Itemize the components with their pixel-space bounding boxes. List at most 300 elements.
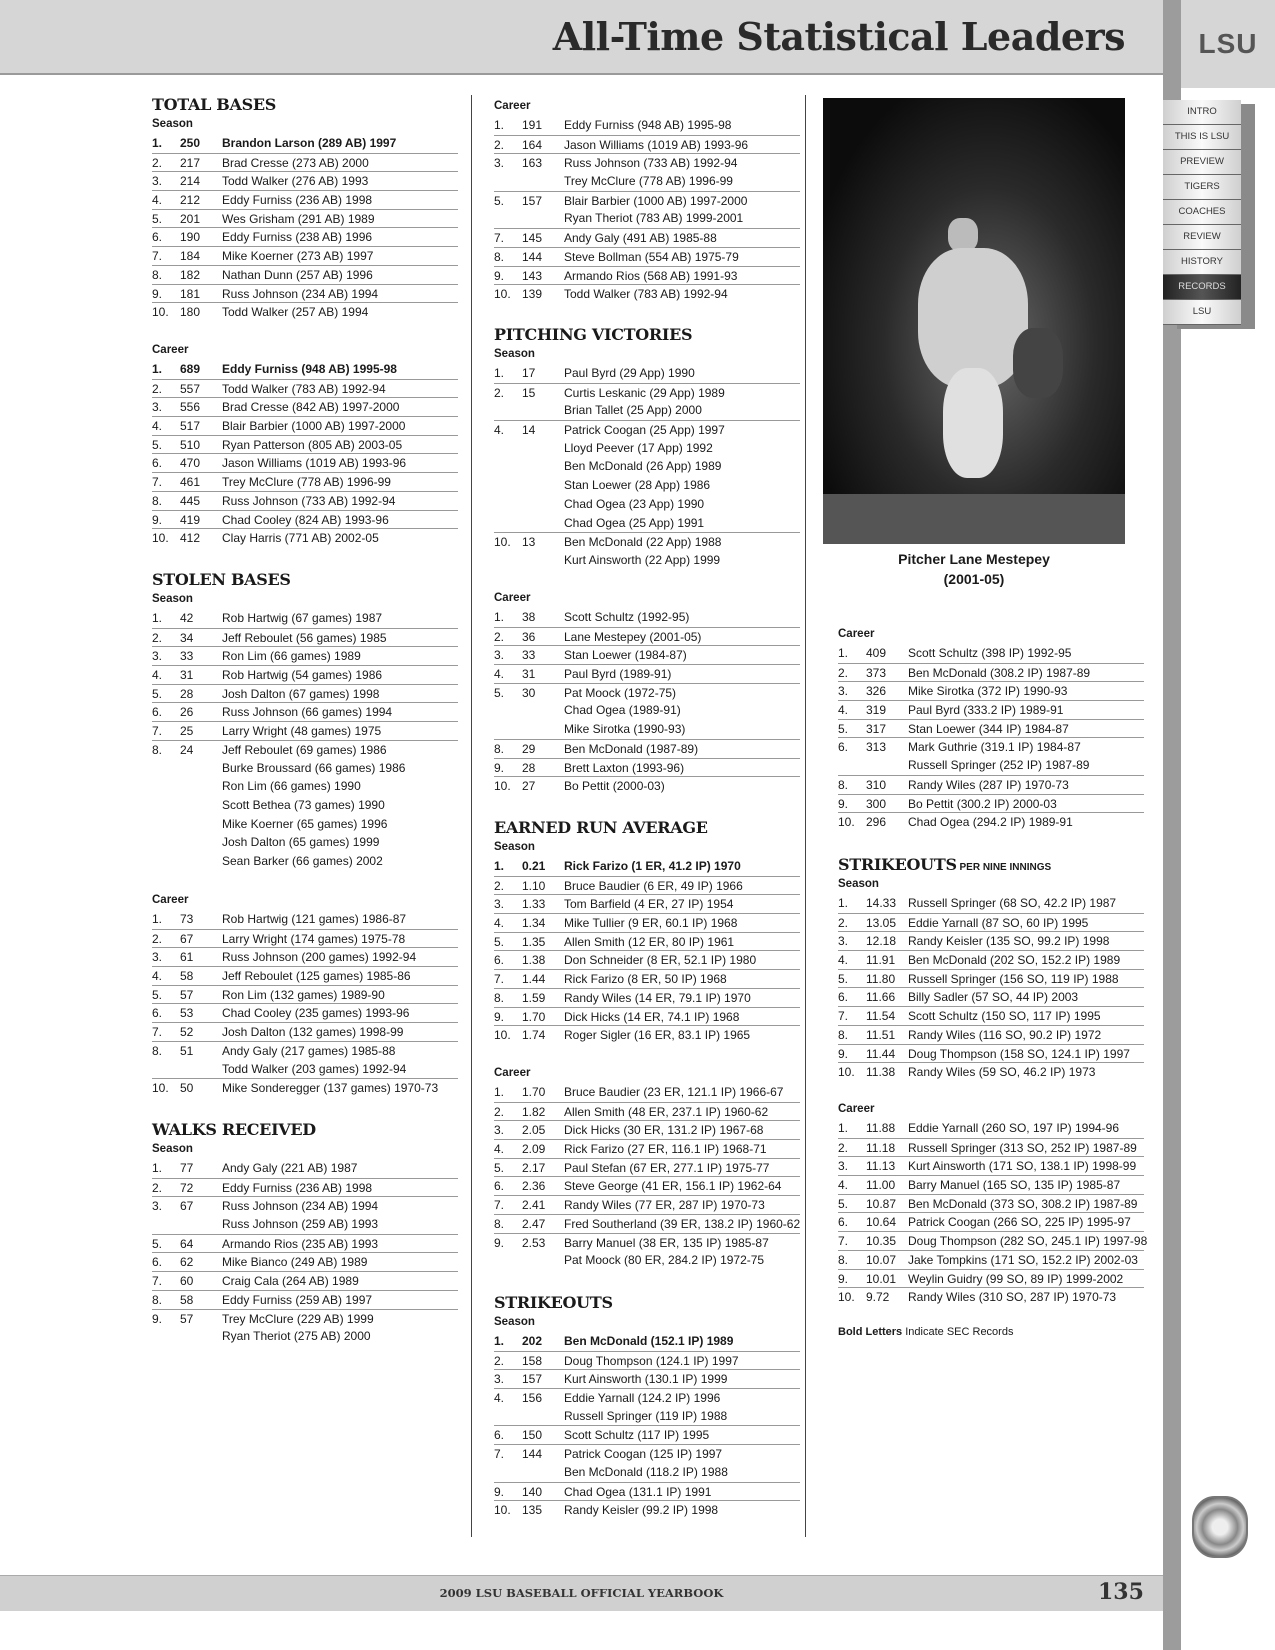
row-value: 13.05 <box>866 915 897 930</box>
section-heading-suffix: PER NINE INNINGS <box>956 862 1052 873</box>
row-value: 202 <box>522 1334 543 1348</box>
table-row <box>838 1250 1144 1269</box>
footer-title: 2009 LSU BASEBALL OFFICIAL YEARBOOK <box>439 1586 724 1600</box>
row-value: 11.51 <box>866 1027 896 1042</box>
table-row <box>494 645 800 664</box>
table-row <box>838 1044 1144 1063</box>
row-player: Rob Hartwig (67 games) 1987 <box>222 611 383 625</box>
row-rank: 2. <box>494 1353 505 1368</box>
section-heading-text: WALKS RECEIVED <box>152 1120 316 1139</box>
table-row <box>152 777 458 796</box>
nav-item-review[interactable]: REVIEW <box>1163 225 1241 250</box>
row-value: 25 <box>180 724 194 739</box>
row-value: 73 <box>180 912 194 926</box>
row-rank: 7. <box>838 1009 849 1024</box>
row-value: 317 <box>866 721 887 736</box>
subsection-label: Career <box>494 592 531 604</box>
table-row <box>152 1290 458 1309</box>
row-rank: 1. <box>494 859 505 873</box>
table-row <box>152 190 458 209</box>
row-player: Bo Pettit (2000-03) <box>564 779 665 794</box>
row-player: Russ Johnson (259 AB) 1993 <box>222 1217 379 1232</box>
section-heading-text: STOLEN BASES <box>152 570 291 589</box>
row-rank: 1. <box>838 896 849 910</box>
row-value: 156 <box>522 1391 543 1406</box>
row-player: Chad Ogea (131.1 IP) 1991 <box>564 1484 712 1499</box>
table-row <box>152 852 458 871</box>
row-player: Ron Lim (132 games) 1989-90 <box>222 987 385 1002</box>
table-row <box>838 1269 1144 1288</box>
table-row <box>152 815 458 834</box>
section-heading <box>152 95 458 115</box>
row-value: 157 <box>522 193 543 208</box>
nav-item-coaches[interactable]: COACHES <box>1163 200 1241 225</box>
row-value: 2.17 <box>522 1160 546 1175</box>
table-row <box>838 1119 1144 1138</box>
table-row <box>152 397 458 416</box>
row-player: Roger Sigler (16 ER, 83.1 IP) 1965 <box>564 1028 751 1043</box>
row-player: Rob Hartwig (121 games) 1986-87 <box>222 912 407 926</box>
table-row <box>152 302 458 321</box>
table-row <box>494 876 800 895</box>
row-value: 10.35 <box>866 1234 897 1249</box>
row-value: 470 <box>180 456 201 471</box>
row-rank: 6. <box>494 1179 505 1194</box>
row-value: 15 <box>522 385 536 400</box>
row-player: Jason Williams (1019 AB) 1993-96 <box>564 137 749 152</box>
row-rank: 2. <box>838 1140 849 1155</box>
row-rank: 3. <box>152 400 163 415</box>
row-rank: 2. <box>494 385 505 400</box>
caption-line: Pitcher Lane Mestepey <box>898 551 1050 567</box>
row-rank: 8. <box>494 741 505 756</box>
table-row <box>152 985 458 1004</box>
row-rank: 5. <box>838 971 849 986</box>
table-row <box>494 495 800 514</box>
row-player: Chad Ogea (294.2 IP) 1989-91 <box>908 815 1073 830</box>
stat-block <box>494 818 800 1044</box>
table-row <box>494 1176 800 1195</box>
row-value: 2.47 <box>522 1216 546 1231</box>
row-player: Mike Sonderegger (137 games) 1970-73 <box>222 1081 439 1096</box>
row-rank: 4. <box>494 916 505 931</box>
table-row <box>152 1271 458 1290</box>
row-player: Pat Moock (80 ER, 284.2 IP) 1972-75 <box>564 1253 765 1268</box>
row-player: Ryan Theriot (275 AB) 2000 <box>222 1329 371 1344</box>
row-value: 11.13 <box>866 1159 896 1174</box>
nav-item-this-is-lsu[interactable]: THIS IS LSU <box>1163 125 1241 150</box>
row-player: Russell Springer (119 IP) 1988 <box>564 1408 728 1423</box>
lsu-logo: LSU <box>1198 28 1258 59</box>
row-player: Barry Manuel (38 ER, 135 IP) 1985-87 <box>564 1235 769 1250</box>
nav-item-tigers[interactable]: TIGERS <box>1163 175 1241 200</box>
row-player: Ben McDonald (118.2 IP) 1988 <box>564 1464 728 1479</box>
row-player: Brett Laxton (1993-96) <box>564 760 685 775</box>
row-player: Chad Cooley (824 AB) 1993-96 <box>222 512 389 527</box>
table-row <box>494 247 800 266</box>
table-row <box>152 134 458 153</box>
row-value: 1.74 <box>522 1028 546 1043</box>
row-player: Russell Springer (68 SO, 42.2 IP) 1987 <box>908 896 1117 910</box>
table-row <box>494 683 800 702</box>
table-row <box>494 1332 800 1351</box>
table-row <box>494 191 800 210</box>
row-value: 1.70 <box>522 1009 546 1024</box>
row-rank: 7. <box>152 724 163 739</box>
table-row <box>838 1062 1144 1081</box>
row-rank: 7. <box>494 231 505 246</box>
row-player: Ben McDonald (26 App) 1989 <box>564 459 722 474</box>
row-player: Paul Stefan (67 ER, 277.1 IP) 1975-77 <box>564 1160 770 1175</box>
row-value: 13 <box>522 535 536 550</box>
table-row <box>494 457 800 476</box>
row-player: Patrick Coogan (125 IP) 1997 <box>564 1447 723 1462</box>
row-rank: 8. <box>494 249 505 264</box>
row-rank: 10. <box>494 535 511 550</box>
row-rank: 6. <box>152 456 163 471</box>
table-row <box>152 1309 458 1328</box>
stat-block <box>838 855 1144 1081</box>
subsection-label: Career <box>152 894 189 906</box>
table-row <box>494 1083 800 1102</box>
row-value: 461 <box>180 475 201 490</box>
row-rank: 7. <box>152 249 163 264</box>
table-row <box>494 209 800 228</box>
note-text: Indicate SEC Records <box>902 1326 1014 1338</box>
row-player: Doug Thompson (158 SO, 124.1 IP) 1997 <box>908 1046 1130 1061</box>
table-row <box>494 551 800 570</box>
row-player: Andy Galy (217 games) 1985-88 <box>222 1043 396 1058</box>
row-player: Clay Harris (771 AB) 2002-05 <box>222 531 379 546</box>
row-rank: 5. <box>494 685 505 700</box>
row-rank: 4. <box>494 1391 505 1406</box>
stat-block <box>494 1064 800 1270</box>
table-row <box>494 608 800 627</box>
row-rank: 8. <box>494 990 505 1005</box>
nav-item-history[interactable]: HISTORY <box>1163 250 1241 275</box>
table-row <box>152 528 458 547</box>
row-rank: 2. <box>152 155 163 170</box>
row-player: Mike Sirotka (1990-93) <box>564 722 686 737</box>
row-value: 214 <box>180 174 201 189</box>
row-value: 2.41 <box>522 1198 546 1213</box>
table-row <box>152 453 458 472</box>
row-rank: 9. <box>152 286 163 301</box>
table-row <box>494 401 800 420</box>
row-player: Don Schneider (8 ER, 52.1 IP) 1980 <box>564 953 757 968</box>
row-rank: 1. <box>152 136 163 150</box>
row-player: Wes Grisham (291 AB) 1989 <box>222 211 375 226</box>
row-rank: 6. <box>838 1215 849 1230</box>
table-row <box>494 420 800 439</box>
subsection-label: Season <box>494 841 535 853</box>
table-row <box>494 532 800 551</box>
row-rank: 1. <box>494 118 505 132</box>
row-rank: 5. <box>152 211 163 226</box>
row-rank: 7. <box>152 1274 163 1289</box>
row-player: Bruce Baudier (6 ER, 49 IP) 1966 <box>564 878 743 893</box>
row-player: Russell Springer (252 IP) 1987-89 <box>908 758 1090 773</box>
row-player: Rob Hartwig (54 games) 1986 <box>222 668 383 683</box>
row-rank: 9. <box>494 1235 505 1250</box>
subsection-label: Season <box>152 118 193 130</box>
row-value: 180 <box>180 305 201 320</box>
row-value: 11.91 <box>866 953 896 968</box>
row-player: Russ Johnson (200 games) 1992-94 <box>222 950 417 965</box>
stat-block <box>838 1100 1148 1306</box>
row-value: 1.82 <box>522 1104 546 1119</box>
table-row <box>152 796 458 815</box>
row-player: Allen Smith (12 ER, 80 IP) 1961 <box>564 934 735 949</box>
row-value: 14.33 <box>866 896 897 910</box>
page-number: 135 <box>1098 1579 1144 1605</box>
row-player: Josh Dalton (65 games) 1999 <box>222 835 380 850</box>
row-player: Ben McDonald (22 App) 1988 <box>564 535 722 550</box>
row-rank: 2. <box>494 1104 505 1119</box>
section-heading <box>838 855 1144 875</box>
row-value: 296 <box>866 815 887 830</box>
row-player: Sean Barker (66 games) 2002 <box>222 853 383 868</box>
table-row <box>152 1196 458 1215</box>
table-row <box>494 1025 800 1044</box>
stat-block <box>838 625 1144 831</box>
row-value: 2.53 <box>522 1235 546 1250</box>
row-player: Steve George (41 ER, 156.1 IP) 1962-64 <box>564 1179 782 1194</box>
table-row <box>494 1139 800 1158</box>
row-value: 2.36 <box>522 1179 546 1194</box>
table-row <box>494 172 800 191</box>
subsection-label: Career <box>494 1067 531 1079</box>
table-row <box>152 929 458 948</box>
row-player: Stan Loewer (1984-87) <box>564 648 687 663</box>
table-row <box>152 1022 458 1041</box>
row-player: Trey McClure (229 AB) 1999 <box>222 1311 374 1326</box>
row-value: 11.00 <box>866 1178 896 1193</box>
table-row <box>838 1194 1144 1213</box>
row-rank: 5. <box>494 934 505 949</box>
row-rank: 7. <box>494 972 505 987</box>
row-value: 28 <box>180 686 194 701</box>
row-rank: 3. <box>494 648 505 663</box>
table-row <box>494 894 800 913</box>
table-row <box>152 1078 458 1097</box>
row-value: 9.72 <box>866 1290 890 1305</box>
row-player: Larry Wright (48 games) 1975 <box>222 724 382 739</box>
row-player: Randy Keisler (99.2 IP) 1998 <box>564 1503 719 1518</box>
nav-item-intro[interactable]: INTRO <box>1163 100 1241 125</box>
row-rank: 1. <box>152 912 163 926</box>
section-heading <box>494 818 800 838</box>
row-player: Armando Rios (568 AB) 1991-93 <box>564 268 738 283</box>
table-row <box>838 1156 1144 1175</box>
row-value: 1.33 <box>522 897 546 912</box>
row-rank: 1. <box>494 1085 505 1099</box>
row-rank: 3. <box>494 1372 505 1387</box>
row-rank: 4. <box>152 668 163 683</box>
row-rank: 8. <box>838 777 849 792</box>
subsection-label: Career <box>838 628 875 640</box>
table-row <box>152 1234 458 1253</box>
table-row <box>494 1407 800 1426</box>
page-header <box>0 0 1163 75</box>
page-footer <box>0 1575 1163 1611</box>
row-value: 10.07 <box>866 1252 897 1267</box>
row-value: 319 <box>866 703 887 718</box>
row-rank: 1. <box>152 1161 163 1175</box>
row-value: 300 <box>866 796 887 811</box>
championship-ring-icon <box>1192 1496 1248 1558</box>
row-player: Eddy Furniss (236 AB) 1998 <box>222 1180 373 1195</box>
table-row <box>152 153 458 172</box>
row-player: Scott Schultz (117 IP) 1995 <box>564 1428 710 1443</box>
row-player: Todd Walker (203 games) 1992-94 <box>222 1061 407 1076</box>
row-rank: 6. <box>838 990 849 1005</box>
row-player: Steve Bollman (554 AB) 1975-79 <box>564 249 739 264</box>
stat-block <box>152 891 458 1097</box>
row-player: Craig Cala (264 AB) 1989 <box>222 1274 359 1289</box>
nav-item-records[interactable]: RECORDS <box>1163 275 1241 300</box>
row-value: 11.66 <box>866 990 896 1005</box>
row-player: Brandon Larson (289 AB) 1997 <box>222 136 397 150</box>
table-row <box>494 1120 800 1139</box>
row-player: Kurt Ainsworth (22 App) 1999 <box>564 552 721 567</box>
row-rank: 2. <box>838 665 849 680</box>
row-player: Billy Sadler (57 SO, 44 IP) 2003 <box>908 990 1079 1005</box>
row-rank: 10. <box>494 1028 511 1043</box>
row-player: Russ Johnson (733 AB) 1992-94 <box>222 493 396 508</box>
row-player: Randy Wiles (59 SO, 46.2 IP) 1973 <box>908 1065 1096 1080</box>
subsection-label: Season <box>838 878 879 890</box>
column-divider <box>805 95 806 1537</box>
table-row <box>494 720 800 739</box>
row-rank: 3. <box>152 950 163 965</box>
row-value: 29 <box>522 741 536 756</box>
table-row <box>494 1195 800 1214</box>
row-player: Kurt Ainsworth (130.1 IP) 1999 <box>564 1372 728 1387</box>
row-rank: 3. <box>838 684 849 699</box>
row-rank: 4. <box>152 969 163 984</box>
row-player: Scott Schultz (150 SO, 117 IP) 1995 <box>908 1009 1101 1024</box>
table-row <box>838 737 1144 756</box>
row-player: Russ Johnson (234 AB) 1994 <box>222 286 379 301</box>
table-row <box>152 1159 458 1178</box>
row-rank: 4. <box>838 703 849 718</box>
row-player: Trey McClure (778 AB) 1996-99 <box>222 475 391 490</box>
table-row <box>838 812 1144 831</box>
row-player: Josh Dalton (132 games) 1998-99 <box>222 1025 404 1040</box>
row-value: 42 <box>180 611 194 625</box>
row-player: Chad Cooley (235 games) 1993-96 <box>222 1006 410 1021</box>
table-row <box>152 246 458 265</box>
table-row <box>152 435 458 454</box>
row-player: Paul Byrd (29 App) 1990 <box>564 366 695 380</box>
stat-block <box>494 1293 800 1519</box>
table-row <box>494 1214 800 1233</box>
nav-item-lsu[interactable]: LSU <box>1163 300 1241 325</box>
row-value: 445 <box>180 493 201 508</box>
row-rank: 9. <box>838 796 849 811</box>
row-value: 1.38 <box>522 953 546 968</box>
row-rank: 9. <box>494 1484 505 1499</box>
table-row <box>152 1003 458 1022</box>
row-player: Trey McClure (778 AB) 1996-99 <box>564 174 733 189</box>
row-rank: 2. <box>494 878 505 893</box>
row-rank: 6. <box>152 1255 163 1270</box>
row-value: 510 <box>180 437 201 452</box>
row-rank: 5. <box>152 686 163 701</box>
section-heading-text: STRIKEOUTS <box>838 855 957 874</box>
section-heading <box>494 1293 800 1313</box>
row-player: Rick Farizo (8 ER, 50 IP) 1968 <box>564 972 727 987</box>
row-rank: 7. <box>152 475 163 490</box>
row-player: Jeff Reboulet (56 games) 1985 <box>222 630 387 645</box>
row-player: Josh Dalton (67 games) 1998 <box>222 686 380 701</box>
section-heading <box>152 570 458 590</box>
table-row <box>152 609 458 628</box>
row-rank: 10. <box>152 1081 169 1096</box>
row-player: Ron Lim (66 games) 1989 <box>222 649 361 664</box>
row-player: Todd Walker (257 AB) 1994 <box>222 305 369 320</box>
row-rank: 10. <box>152 531 169 546</box>
table-row <box>838 775 1144 794</box>
table-row <box>838 1025 1144 1044</box>
row-value: 11.38 <box>866 1065 896 1080</box>
stat-block <box>494 589 800 795</box>
row-value: 58 <box>180 969 194 984</box>
row-player: Chad Ogea (25 App) 1991 <box>564 515 705 530</box>
row-player: Eddie Yarnall (260 SO, 197 IP) 1994-96 <box>908 1121 1120 1135</box>
row-value: 689 <box>180 362 201 376</box>
row-player: Curtis Leskanic (29 App) 1989 <box>564 385 725 400</box>
table-row <box>152 284 458 303</box>
row-rank: 2. <box>838 915 849 930</box>
row-rank: 3. <box>494 156 505 171</box>
row-value: 67 <box>180 1199 194 1214</box>
subsection-label: Career <box>152 344 189 356</box>
row-player: Randy Wiles (287 IP) 1970-73 <box>908 777 1069 792</box>
table-row <box>152 209 458 228</box>
table-row <box>152 684 458 703</box>
row-rank: 10. <box>494 1503 511 1518</box>
table-row <box>838 1006 1144 1025</box>
table-row <box>494 988 800 1007</box>
table-row <box>494 1351 800 1370</box>
table-row <box>152 416 458 435</box>
row-rank: 9. <box>152 1311 163 1326</box>
row-value: 1.10 <box>522 878 546 893</box>
row-rank: 10. <box>838 815 855 830</box>
table-row <box>494 1463 800 1482</box>
row-rank: 3. <box>152 649 163 664</box>
row-value: 517 <box>180 419 201 434</box>
player-arm <box>1013 328 1063 398</box>
row-player: Patrick Coogan (266 SO, 225 IP) 1995-97 <box>908 1215 1131 1230</box>
subsection-label: Season <box>152 1143 193 1155</box>
table-row <box>152 1215 458 1234</box>
note-bold: Bold Letters <box>838 1326 903 1338</box>
row-player: Paul Byrd (1989-91) <box>564 667 672 682</box>
row-player: Ben McDonald (373 SO, 308.2 IP) 1987-89 <box>908 1196 1138 1211</box>
row-player: Allen Smith (48 ER, 237.1 IP) 1960-62 <box>564 1104 769 1119</box>
row-value: 58 <box>180 1292 194 1307</box>
row-rank: 3. <box>494 1123 505 1138</box>
row-value: 50 <box>180 1081 194 1096</box>
nav-item-preview[interactable]: PREVIEW <box>1163 150 1241 175</box>
row-value: 51 <box>180 1043 194 1058</box>
row-value: 33 <box>522 648 536 663</box>
row-value: 145 <box>522 231 543 246</box>
table-row <box>152 910 458 929</box>
